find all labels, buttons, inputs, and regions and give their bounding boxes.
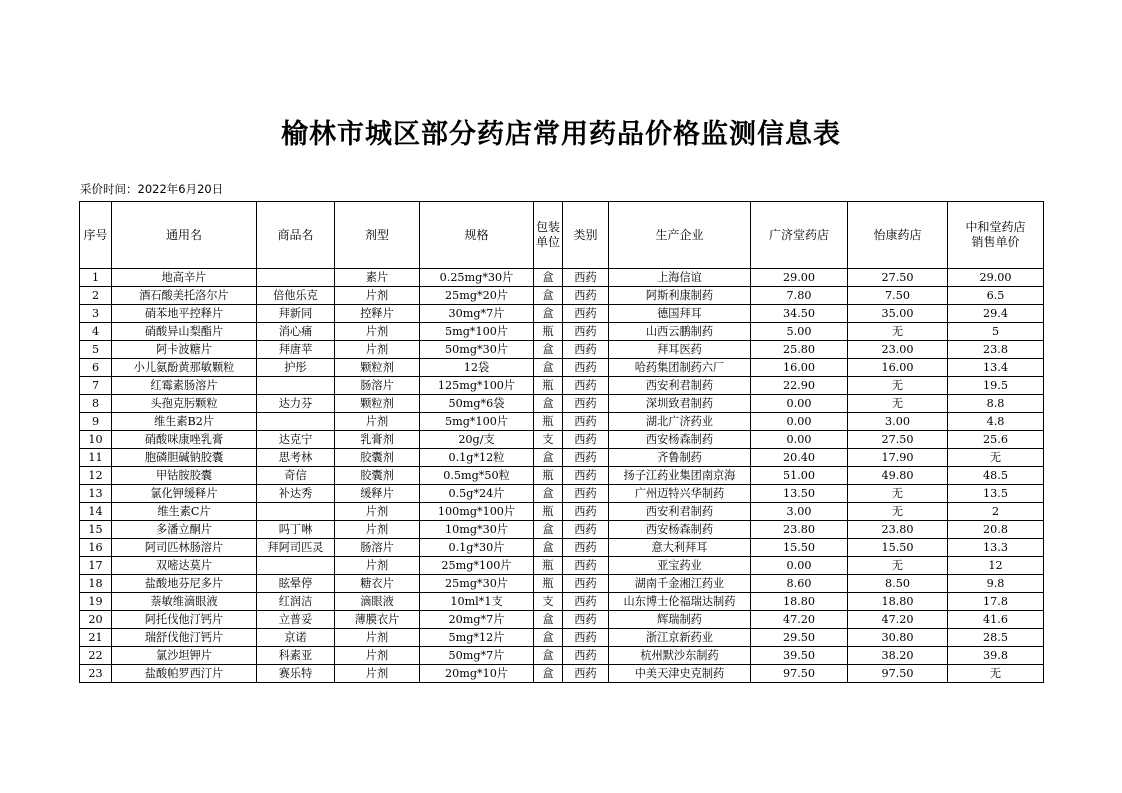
cell-category: 西药 xyxy=(563,269,609,287)
cell-price-zhonghetang: 19.5 xyxy=(948,377,1044,395)
cell-no: 10 xyxy=(80,431,112,449)
cell-manufacturer: 西安杨森制药 xyxy=(609,521,751,539)
cell-dosage-form: 片剂 xyxy=(335,323,420,341)
cell-brand-name: 红润洁 xyxy=(257,593,335,611)
cell-manufacturer: 西安利君制药 xyxy=(609,503,751,521)
cell-dosage-form: 片剂 xyxy=(335,287,420,305)
cell-price-guangjitang: 7.80 xyxy=(751,287,848,305)
cell-package-unit: 瓶 xyxy=(534,467,563,485)
cell-price-zhonghetang: 4.8 xyxy=(948,413,1044,431)
table-row xyxy=(80,287,1044,305)
cell-spec: 25mg*20片 xyxy=(420,287,534,305)
cell-spec: 25mg*100片 xyxy=(420,557,534,575)
cell-spec: 50mg*6袋 xyxy=(420,395,534,413)
cell-no: 6 xyxy=(80,359,112,377)
cell-brand-name: 吗丁啉 xyxy=(257,521,335,539)
cell-price-zhonghetang: 17.8 xyxy=(948,593,1044,611)
cell-category: 西药 xyxy=(563,503,609,521)
header-store-guangjitang: 广济堂药店 xyxy=(751,202,848,269)
cell-brand-name: 护彤 xyxy=(257,359,335,377)
cell-no: 12 xyxy=(80,467,112,485)
cell-brand-name: 京诺 xyxy=(257,629,335,647)
cell-category: 西药 xyxy=(563,359,609,377)
cell-dosage-form: 缓释片 xyxy=(335,485,420,503)
table-row xyxy=(80,323,1044,341)
cell-no: 16 xyxy=(80,539,112,557)
cell-price-yikang: 15.50 xyxy=(848,539,948,557)
cell-no: 3 xyxy=(80,305,112,323)
cell-package-unit: 瓶 xyxy=(534,503,563,521)
cell-category: 西药 xyxy=(563,467,609,485)
cell-package-unit: 瓶 xyxy=(534,377,563,395)
cell-spec: 25mg*30片 xyxy=(420,575,534,593)
cell-price-guangjitang: 51.00 xyxy=(751,467,848,485)
header-store-yikang: 怡康药店 xyxy=(848,202,948,269)
cell-generic-name: 硝苯地平控释片 xyxy=(112,305,257,323)
cell-package-unit: 盒 xyxy=(534,395,563,413)
cell-generic-name: 硝酸异山梨酯片 xyxy=(112,323,257,341)
cell-spec: 20mg*7片 xyxy=(420,611,534,629)
cell-generic-name: 盐酸帕罗西汀片 xyxy=(112,665,257,683)
cell-dosage-form: 片剂 xyxy=(335,341,420,359)
cell-price-guangjitang: 3.00 xyxy=(751,503,848,521)
cell-package-unit: 瓶 xyxy=(534,413,563,431)
sampling-date: 采价时间：2022年6月20日 xyxy=(80,182,224,196)
cell-price-zhonghetang: 29.00 xyxy=(948,269,1044,287)
cell-price-yikang: 无 xyxy=(848,557,948,575)
cell-brand-name: 拜阿司匹灵 xyxy=(257,539,335,557)
cell-price-zhonghetang: 13.5 xyxy=(948,485,1044,503)
cell-category: 西药 xyxy=(563,431,609,449)
cell-price-guangjitang: 97.50 xyxy=(751,665,848,683)
cell-price-yikang: 3.00 xyxy=(848,413,948,431)
cell-price-zhonghetang: 8.8 xyxy=(948,395,1044,413)
cell-category: 西药 xyxy=(563,521,609,539)
cell-generic-name: 萘敏维滴眼液 xyxy=(112,593,257,611)
cell-package-unit: 盒 xyxy=(534,647,563,665)
header-store-zhonghetang-line1: 中和堂药店 xyxy=(965,220,1026,234)
table-row xyxy=(80,503,1044,521)
cell-spec: 0.25mg*30片 xyxy=(420,269,534,287)
cell-package-unit: 盒 xyxy=(534,305,563,323)
table-row xyxy=(80,647,1044,665)
cell-price-yikang: 7.50 xyxy=(848,287,948,305)
cell-generic-name: 阿司匹林肠溶片 xyxy=(112,539,257,557)
cell-price-guangjitang: 5.00 xyxy=(751,323,848,341)
cell-generic-name: 氯化钾缓释片 xyxy=(112,485,257,503)
cell-price-guangjitang: 39.50 xyxy=(751,647,848,665)
cell-manufacturer: 上海信谊 xyxy=(609,269,751,287)
cell-price-yikang: 无 xyxy=(848,377,948,395)
cell-price-zhonghetang: 20.8 xyxy=(948,521,1044,539)
cell-generic-name: 小儿氨酚黄那敏颗粒 xyxy=(112,359,257,377)
cell-brand-name: 奇信 xyxy=(257,467,335,485)
header-store-zhonghetang-line2: 销售单价 xyxy=(971,235,1020,249)
cell-generic-name: 维生素C片 xyxy=(112,503,257,521)
table-row xyxy=(80,449,1044,467)
cell-category: 西药 xyxy=(563,629,609,647)
cell-price-guangjitang: 47.20 xyxy=(751,611,848,629)
cell-manufacturer: 德国拜耳 xyxy=(609,305,751,323)
cell-price-yikang: 无 xyxy=(848,485,948,503)
cell-no: 18 xyxy=(80,575,112,593)
table-row xyxy=(80,413,1044,431)
cell-generic-name: 地高辛片 xyxy=(112,269,257,287)
cell-no: 15 xyxy=(80,521,112,539)
cell-spec: 0.1g*30片 xyxy=(420,539,534,557)
table-row xyxy=(80,485,1044,503)
cell-dosage-form: 片剂 xyxy=(335,629,420,647)
cell-dosage-form: 糖衣片 xyxy=(335,575,420,593)
cell-price-yikang: 23.80 xyxy=(848,521,948,539)
cell-brand-name xyxy=(257,557,335,575)
cell-price-zhonghetang: 无 xyxy=(948,449,1044,467)
cell-package-unit: 盒 xyxy=(534,287,563,305)
cell-price-guangjitang: 29.00 xyxy=(751,269,848,287)
cell-generic-name: 盐酸地芬尼多片 xyxy=(112,575,257,593)
cell-price-guangjitang: 23.80 xyxy=(751,521,848,539)
cell-price-zhonghetang: 6.5 xyxy=(948,287,1044,305)
cell-generic-name: 双嘧达莫片 xyxy=(112,557,257,575)
table-row xyxy=(80,521,1044,539)
cell-manufacturer: 哈药集团制药六厂 xyxy=(609,359,751,377)
cell-brand-name: 倍他乐克 xyxy=(257,287,335,305)
cell-price-zhonghetang: 41.6 xyxy=(948,611,1044,629)
cell-dosage-form: 片剂 xyxy=(335,665,420,683)
cell-spec: 0.1g*12粒 xyxy=(420,449,534,467)
cell-package-unit: 盒 xyxy=(534,341,563,359)
cell-package-unit: 盒 xyxy=(534,539,563,557)
cell-generic-name: 甲钴胺胶囊 xyxy=(112,467,257,485)
cell-price-guangjitang: 15.50 xyxy=(751,539,848,557)
cell-dosage-form: 乳膏剂 xyxy=(335,431,420,449)
cell-category: 西药 xyxy=(563,575,609,593)
cell-package-unit: 盒 xyxy=(534,629,563,647)
cell-price-guangjitang: 13.50 xyxy=(751,485,848,503)
cell-no: 9 xyxy=(80,413,112,431)
cell-price-guangjitang: 8.60 xyxy=(751,575,848,593)
cell-price-zhonghetang: 48.5 xyxy=(948,467,1044,485)
cell-category: 西药 xyxy=(563,395,609,413)
cell-no: 20 xyxy=(80,611,112,629)
cell-price-yikang: 17.90 xyxy=(848,449,948,467)
cell-dosage-form: 素片 xyxy=(335,269,420,287)
cell-category: 西药 xyxy=(563,611,609,629)
cell-brand-name: 赛乐特 xyxy=(257,665,335,683)
cell-manufacturer: 浙江京新药业 xyxy=(609,629,751,647)
cell-spec: 5mg*12片 xyxy=(420,629,534,647)
cell-dosage-form: 片剂 xyxy=(335,413,420,431)
cell-spec: 20mg*10片 xyxy=(420,665,534,683)
cell-brand-name: 达力芬 xyxy=(257,395,335,413)
cell-brand-name: 立普妥 xyxy=(257,611,335,629)
cell-price-guangjitang: 0.00 xyxy=(751,431,848,449)
cell-price-guangjitang: 20.40 xyxy=(751,449,848,467)
cell-price-zhonghetang: 9.8 xyxy=(948,575,1044,593)
cell-manufacturer: 拜耳医药 xyxy=(609,341,751,359)
cell-no: 23 xyxy=(80,665,112,683)
cell-price-yikang: 16.00 xyxy=(848,359,948,377)
cell-price-yikang: 27.50 xyxy=(848,431,948,449)
cell-category: 西药 xyxy=(563,485,609,503)
table-row xyxy=(80,269,1044,287)
cell-package-unit: 盒 xyxy=(534,359,563,377)
cell-price-yikang: 18.80 xyxy=(848,593,948,611)
table-row xyxy=(80,305,1044,323)
cell-manufacturer: 深圳致君制药 xyxy=(609,395,751,413)
cell-dosage-form: 片剂 xyxy=(335,557,420,575)
cell-dosage-form: 片剂 xyxy=(335,503,420,521)
cell-price-zhonghetang: 25.6 xyxy=(948,431,1044,449)
cell-price-guangjitang: 0.00 xyxy=(751,557,848,575)
cell-price-zhonghetang: 12 xyxy=(948,557,1044,575)
cell-generic-name: 酒石酸美托洛尔片 xyxy=(112,287,257,305)
cell-dosage-form: 胶囊剂 xyxy=(335,449,420,467)
cell-category: 西药 xyxy=(563,539,609,557)
cell-brand-name: 消心痛 xyxy=(257,323,335,341)
cell-price-yikang: 27.50 xyxy=(848,269,948,287)
cell-price-zhonghetang: 23.8 xyxy=(948,341,1044,359)
cell-manufacturer: 意大利拜耳 xyxy=(609,539,751,557)
cell-generic-name: 胞磷胆碱钠胶囊 xyxy=(112,449,257,467)
cell-no: 7 xyxy=(80,377,112,395)
table-row xyxy=(80,665,1044,683)
cell-no: 14 xyxy=(80,503,112,521)
cell-manufacturer: 阿斯利康制药 xyxy=(609,287,751,305)
page-title: 榆林市城区部分药店常用药品价格监测信息表 xyxy=(281,119,841,150)
cell-manufacturer: 西安杨森制药 xyxy=(609,431,751,449)
table-row xyxy=(80,575,1044,593)
header-package-unit xyxy=(534,202,563,269)
cell-package-unit: 盒 xyxy=(534,521,563,539)
cell-no: 22 xyxy=(80,647,112,665)
cell-brand-name: 达克宁 xyxy=(257,431,335,449)
cell-generic-name: 头孢克肟颗粒 xyxy=(112,395,257,413)
cell-price-guangjitang: 29.50 xyxy=(751,629,848,647)
cell-spec: 50mg*30片 xyxy=(420,341,534,359)
cell-manufacturer: 山西云鹏制药 xyxy=(609,323,751,341)
cell-package-unit: 盒 xyxy=(534,269,563,287)
cell-generic-name: 阿托伐他汀钙片 xyxy=(112,611,257,629)
cell-manufacturer: 齐鲁制药 xyxy=(609,449,751,467)
cell-price-guangjitang: 16.00 xyxy=(751,359,848,377)
cell-no: 21 xyxy=(80,629,112,647)
cell-manufacturer: 扬子江药业集团南京海 xyxy=(609,467,751,485)
table-row xyxy=(80,593,1044,611)
cell-manufacturer: 杭州默沙东制药 xyxy=(609,647,751,665)
cell-spec: 5mg*100片 xyxy=(420,413,534,431)
header-no: 序号 xyxy=(80,202,112,269)
cell-price-yikang: 49.80 xyxy=(848,467,948,485)
cell-price-yikang: 无 xyxy=(848,395,948,413)
header-row xyxy=(80,202,1044,269)
header-package-unit-line1: 包装 xyxy=(535,220,560,234)
cell-spec: 30mg*7片 xyxy=(420,305,534,323)
cell-price-guangjitang: 0.00 xyxy=(751,413,848,431)
cell-spec: 10ml*1支 xyxy=(420,593,534,611)
cell-manufacturer: 辉瑞制药 xyxy=(609,611,751,629)
cell-brand-name: 思考林 xyxy=(257,449,335,467)
cell-generic-name: 瑞舒伐他汀钙片 xyxy=(112,629,257,647)
cell-category: 西药 xyxy=(563,377,609,395)
cell-price-guangjitang: 18.80 xyxy=(751,593,848,611)
cell-dosage-form: 肠溶片 xyxy=(335,539,420,557)
cell-price-guangjitang: 34.50 xyxy=(751,305,848,323)
cell-price-yikang: 47.20 xyxy=(848,611,948,629)
cell-package-unit: 瓶 xyxy=(534,557,563,575)
cell-category: 西药 xyxy=(563,665,609,683)
cell-category: 西药 xyxy=(563,449,609,467)
cell-manufacturer: 西安利君制药 xyxy=(609,377,751,395)
cell-category: 西药 xyxy=(563,323,609,341)
table-body xyxy=(80,269,1044,683)
cell-dosage-form: 薄膜衣片 xyxy=(335,611,420,629)
cell-price-yikang: 97.50 xyxy=(848,665,948,683)
cell-price-zhonghetang: 29.4 xyxy=(948,305,1044,323)
header-dosage-form: 剂型 xyxy=(335,202,420,269)
cell-dosage-form: 控释片 xyxy=(335,305,420,323)
header-spec: 规格 xyxy=(420,202,534,269)
cell-brand-name: 补达秀 xyxy=(257,485,335,503)
cell-price-zhonghetang: 28.5 xyxy=(948,629,1044,647)
cell-spec: 20g/支 xyxy=(420,431,534,449)
cell-generic-name: 红霉素肠溶片 xyxy=(112,377,257,395)
header-brand-name: 商品名 xyxy=(257,202,335,269)
cell-price-yikang: 38.20 xyxy=(848,647,948,665)
cell-no: 13 xyxy=(80,485,112,503)
cell-price-guangjitang: 22.90 xyxy=(751,377,848,395)
header-generic-name: 通用名 xyxy=(112,202,257,269)
cell-spec: 5mg*100片 xyxy=(420,323,534,341)
table-row xyxy=(80,359,1044,377)
cell-price-zhonghetang: 13.3 xyxy=(948,539,1044,557)
cell-no: 19 xyxy=(80,593,112,611)
cell-manufacturer: 湖南千金湘江药业 xyxy=(609,575,751,593)
cell-package-unit: 支 xyxy=(534,431,563,449)
cell-spec: 10mg*30片 xyxy=(420,521,534,539)
cell-category: 西药 xyxy=(563,287,609,305)
cell-price-zhonghetang: 无 xyxy=(948,665,1044,683)
cell-package-unit: 盒 xyxy=(534,485,563,503)
header-manufacturer: 生产企业 xyxy=(609,202,751,269)
cell-price-yikang: 无 xyxy=(848,323,948,341)
header-store-zhonghetang xyxy=(948,202,1044,269)
header-package-unit-line2: 单位 xyxy=(535,235,560,249)
cell-brand-name xyxy=(257,503,335,521)
cell-spec: 0.5g*24片 xyxy=(420,485,534,503)
cell-dosage-form: 胶囊剂 xyxy=(335,467,420,485)
table-row xyxy=(80,395,1044,413)
cell-price-yikang: 无 xyxy=(848,503,948,521)
cell-spec: 125mg*100片 xyxy=(420,377,534,395)
cell-no: 1 xyxy=(80,269,112,287)
cell-package-unit: 盒 xyxy=(534,449,563,467)
cell-generic-name: 维生素B2片 xyxy=(112,413,257,431)
table-row xyxy=(80,629,1044,647)
table-row xyxy=(80,467,1044,485)
cell-brand-name: 科素亚 xyxy=(257,647,335,665)
cell-spec: 0.5mg*50粒 xyxy=(420,467,534,485)
cell-package-unit: 支 xyxy=(534,593,563,611)
cell-price-zhonghetang: 39.8 xyxy=(948,647,1044,665)
table-row xyxy=(80,431,1044,449)
table-row xyxy=(80,557,1044,575)
cell-price-yikang: 30.80 xyxy=(848,629,948,647)
cell-dosage-form: 颗粒剂 xyxy=(335,359,420,377)
cell-spec: 100mg*100片 xyxy=(420,503,534,521)
cell-manufacturer: 中美天津史克制药 xyxy=(609,665,751,683)
cell-brand-name xyxy=(257,377,335,395)
cell-price-yikang: 8.50 xyxy=(848,575,948,593)
header-category: 类别 xyxy=(563,202,609,269)
cell-spec: 50mg*7片 xyxy=(420,647,534,665)
cell-no: 11 xyxy=(80,449,112,467)
cell-category: 西药 xyxy=(563,413,609,431)
cell-category: 西药 xyxy=(563,557,609,575)
cell-category: 西药 xyxy=(563,305,609,323)
cell-package-unit: 瓶 xyxy=(534,323,563,341)
cell-generic-name: 阿卡波糖片 xyxy=(112,341,257,359)
cell-price-guangjitang: 0.00 xyxy=(751,395,848,413)
cell-generic-name: 硝酸咪康唑乳膏 xyxy=(112,431,257,449)
cell-price-yikang: 23.00 xyxy=(848,341,948,359)
cell-price-yikang: 35.00 xyxy=(848,305,948,323)
cell-price-zhonghetang: 2 xyxy=(948,503,1044,521)
cell-dosage-form: 颗粒剂 xyxy=(335,395,420,413)
cell-generic-name: 氯沙坦钾片 xyxy=(112,647,257,665)
cell-price-zhonghetang: 5 xyxy=(948,323,1044,341)
cell-category: 西药 xyxy=(563,341,609,359)
cell-brand-name xyxy=(257,413,335,431)
cell-no: 2 xyxy=(80,287,112,305)
cell-manufacturer: 广州迈特兴华制药 xyxy=(609,485,751,503)
cell-no: 5 xyxy=(80,341,112,359)
cell-package-unit: 瓶 xyxy=(534,575,563,593)
cell-category: 西药 xyxy=(563,647,609,665)
cell-brand-name: 拜唐苹 xyxy=(257,341,335,359)
cell-dosage-form: 片剂 xyxy=(335,647,420,665)
cell-brand-name xyxy=(257,269,335,287)
cell-package-unit: 盒 xyxy=(534,611,563,629)
table-row xyxy=(80,341,1044,359)
cell-dosage-form: 滴眼液 xyxy=(335,593,420,611)
cell-brand-name: 拜新同 xyxy=(257,305,335,323)
cell-dosage-form: 片剂 xyxy=(335,521,420,539)
cell-no: 4 xyxy=(80,323,112,341)
cell-price-guangjitang: 25.80 xyxy=(751,341,848,359)
cell-manufacturer: 山东博士伦福瑞达制药 xyxy=(609,593,751,611)
cell-generic-name: 多潘立酮片 xyxy=(112,521,257,539)
price-table xyxy=(79,201,1044,683)
cell-manufacturer: 亚宝药业 xyxy=(609,557,751,575)
table-row xyxy=(80,539,1044,557)
cell-no: 17 xyxy=(80,557,112,575)
table-row xyxy=(80,611,1044,629)
cell-brand-name: 眩晕停 xyxy=(257,575,335,593)
cell-spec: 12袋 xyxy=(420,359,534,377)
table-row xyxy=(80,377,1044,395)
cell-price-zhonghetang: 13.4 xyxy=(948,359,1044,377)
cell-package-unit: 盒 xyxy=(534,665,563,683)
cell-no: 8 xyxy=(80,395,112,413)
cell-category: 西药 xyxy=(563,593,609,611)
cell-manufacturer: 湖北广济药业 xyxy=(609,413,751,431)
cell-dosage-form: 肠溶片 xyxy=(335,377,420,395)
